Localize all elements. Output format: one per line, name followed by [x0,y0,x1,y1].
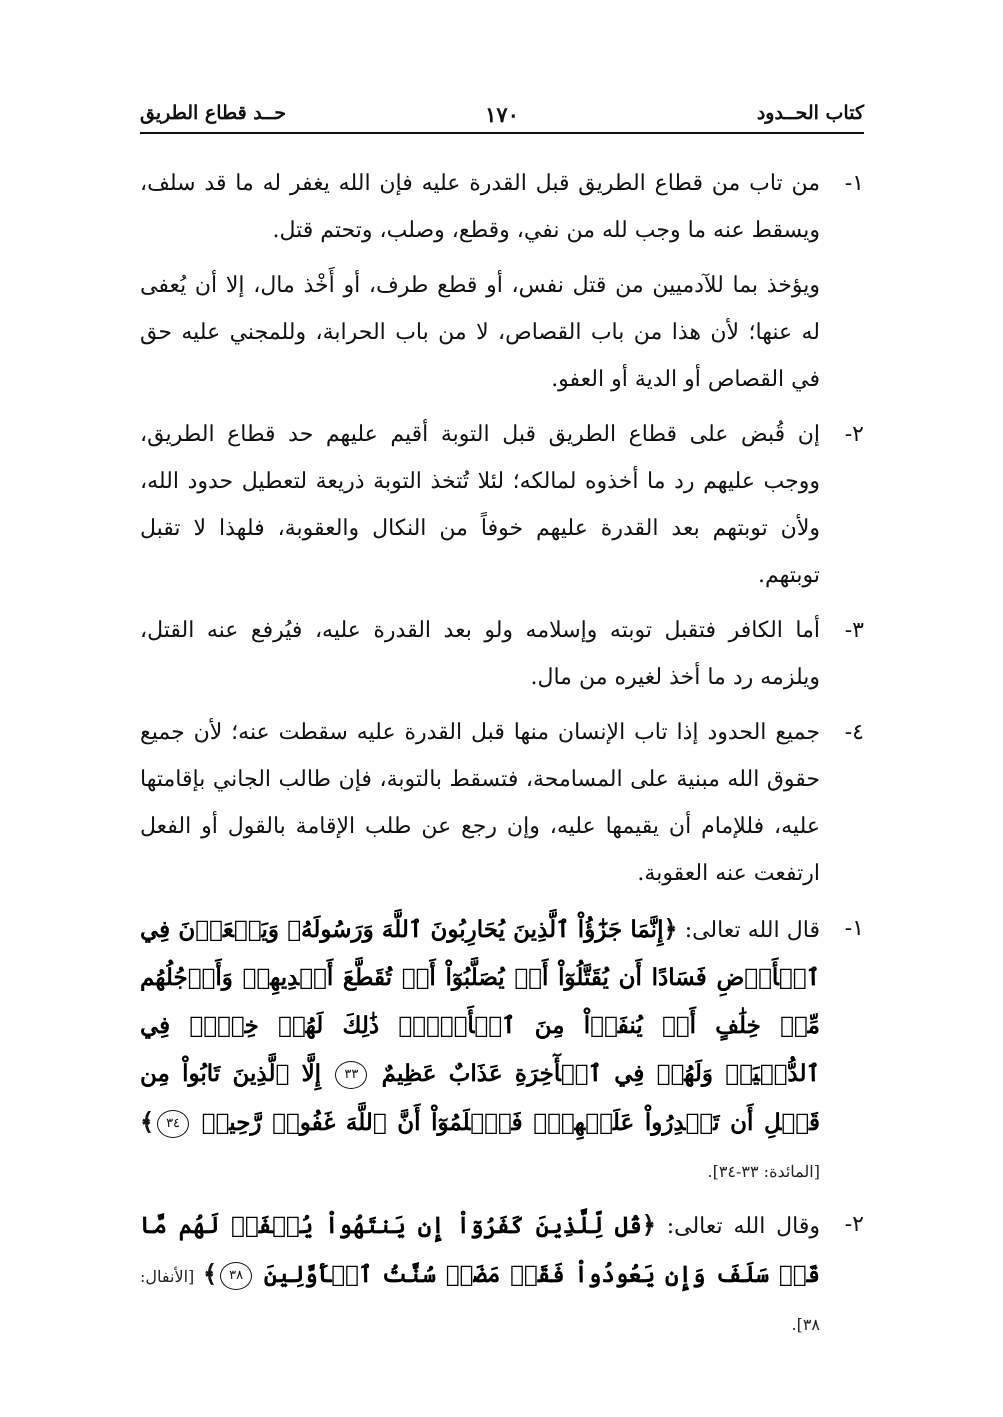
aya-number-marker: ٣٤ [157,1110,189,1138]
ruling-item-1 [140,160,864,254]
ruling-item-2 [140,411,864,599]
ruling-number: ٢- [844,422,864,447]
verse-reference: [الأنفال: ٣٨]. [140,1267,820,1334]
ruling-number: ٣- [844,618,864,643]
verse-text: إِلَّا ٱلَّذِينَ تَابُواْ مِن قَبۡلِ أَن تَقۡدِرُواْ عَلَيۡهِمۡۖ فَٱعۡلَمُوٓاْ أَنَّ ٱللَّهَ غَفُورٞ رَّحِيمٞ [140,1060,820,1136]
verse-reference: [المائدة: ٣٣-٣٤]. [707,1162,820,1181]
chapter-title: حــد قطاع الطريق [140,102,287,124]
ruling-text: إن قُبض على قطاع الطريق قبل التوبة أقيم عليهم حد قطاع الطريق، ووجب عليهم رد ما أخذوه لمالكه؛ لئلا تُتخذ التوبة ذريعة لتعطيل حدود الله، ولأن توبتهم بعد القدرة عليهم خوفاً من النكال والعقوبة، فلهذا لا تقبل توبتهم. [140,422,820,588]
verse-text: إِنَّمَا جَزَٰٓؤُاْ ٱلَّذِينَ يُحَارِبُونَ ٱللَّهَ وَرَسُولَهُۥ وَيَسۡعَوۡنَ فِي ٱلۡأَرۡضِ فَسَادًا أَن يُقَتَّلُوٓاْ أَوۡ يُصَلَّبُوٓاْ أَوۡ تُقَطَّعَ أَيۡدِيهِمۡ وَأَرۡجُلُهُم مِّنۡ خِلَٰفٍ أَوۡ يُنفَوۡاْ مِنَ ٱلۡأَرۡضِۚ ذَٰلِكَ لَهُمۡ خِزۡيٞ فِي ٱلدُّنۡيَاۖ وَلَهُمۡ فِي ٱلۡأٓخِرَةِ عَذَابٌ عَظِيمٌ [140,916,820,1087]
ruling-text: أما الكافر فتقبل توبته وإسلامه ولو بعد القدرة عليه، فيُرفع عنه القتل، ويلزمه رد ما أخذ لغيره من مال. [140,618,820,690]
ruling-paragraph: ويؤخذ بما للآدميين من قتل نفس، أو قطع طرف، أو أَخْذ مال، إلا أن يُعفى له عنها؛ لأن هذا من باب القصاص، لا من باب الحرابة، وللمجني عليه حق في القصاص أو الدية أو العفو. [140,273,820,392]
ruling-number: ١- [844,171,864,196]
quran-item-2 [140,1201,864,1348]
verse-intro: وقال الله تعالى: [666,1214,820,1239]
page-number: ١٧٠ [485,102,519,127]
page-body [140,160,864,1354]
quran-evidence-section [140,905,864,1348]
verse-close-bracket: ﴾ [140,1107,155,1136]
ruling-text: جميع الحدود إذا تاب الإنسان منها قبل القدرة عليه سقطت عنه؛ لأن جميع حقوق الله مبنية على المسامحة، فتسقط بالتوبة، فإن طالب الجاني بإقامتها عليه، فللإمام أن يقيمها عليه، وإن رجع عن طلب الإقامة بالقول أو الفعل ارتفعت عنه العقوبة. [140,720,820,886]
evidence-number: ١- [844,916,864,941]
running-header [140,98,864,134]
ruling-text: من تاب من قطاع الطريق قبل القدرة عليه فإن الله يغفر له ما قد سلف، ويسقط عنه ما وجب لله من نفي، وقطع، وصلب، وتحتم قتل. [140,171,820,243]
quran-item-1 [140,905,864,1195]
verse-intro: قال الله تعالى: [684,918,820,943]
verse-text: قُل لِّلَّذِينَ كَفَرُوٓاْ إِن يَنتَهُواْ يُغۡفَرۡ لَهُم مَّا قَدۡ سَلَفَ وَإِن يَعُودُواْ فَقَدۡ مَضَتۡ سُنَّتُ ٱلۡأَوَّلِينَ [140,1212,820,1288]
verse-close-bracket: ﴾ [203,1259,218,1288]
aya-number-marker: ٣٨ [220,1262,252,1290]
aya-number-marker: ٣٣ [335,1061,367,1089]
ruling-item-3 [140,607,864,701]
verse-open-bracket: ﴿ [663,914,678,943]
ruling-item-4 [140,709,864,897]
header-divider [140,132,864,134]
book-title: كتاب الحــدود [756,102,864,124]
verse-open-bracket: ﴿ [641,1210,656,1239]
evidence-number: ٢- [844,1212,864,1237]
ruling-number: ٤- [844,720,864,745]
